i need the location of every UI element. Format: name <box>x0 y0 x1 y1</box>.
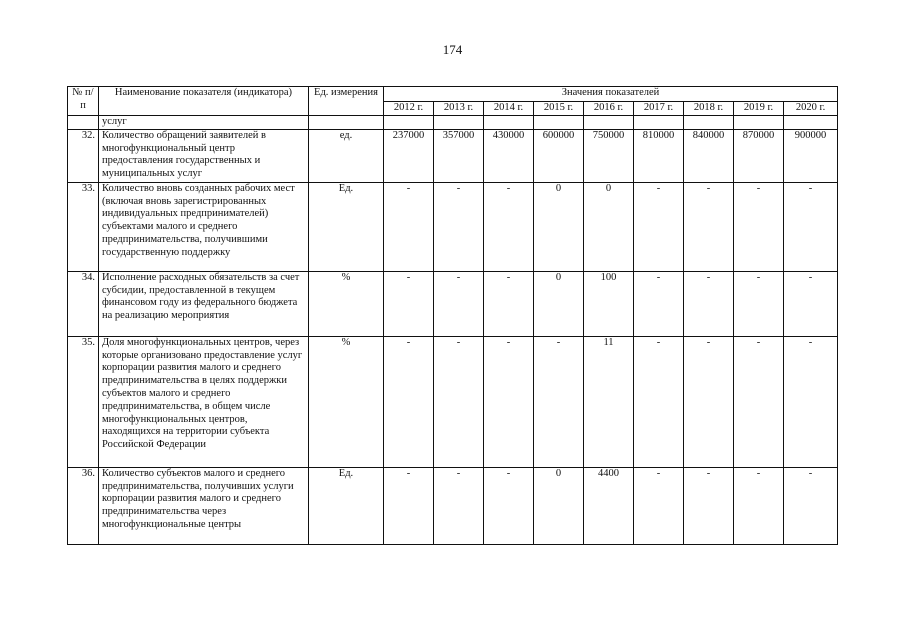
value-cell: 0 <box>534 271 584 336</box>
value-cell: - <box>684 182 734 271</box>
header-year: 2013 г. <box>434 102 484 116</box>
indicator-name: Исполнение расходных обязательств за счет субсидии, предоставленной в текущем финансовом году из федерального бюджета на реализацию мероприятия <box>99 271 309 336</box>
value-cell: - <box>684 271 734 336</box>
header-year: 2019 г. <box>734 102 784 116</box>
header-year: 2016 г. <box>584 102 634 116</box>
value-cell: - <box>434 336 484 467</box>
value-cell: 600000 <box>534 129 584 182</box>
value-cell: - <box>384 271 434 336</box>
indicator-unit: Ед. <box>309 182 384 271</box>
value-cell: 840000 <box>684 129 734 182</box>
header-number: № п/п <box>68 87 99 116</box>
indicators-table <box>67 86 838 545</box>
value-cell: - <box>684 336 734 467</box>
table-row <box>68 271 838 336</box>
value-cell: 0 <box>534 467 584 544</box>
value-cell: - <box>784 467 838 544</box>
value-cell: 4400 <box>584 467 634 544</box>
indicator-unit: % <box>309 271 384 336</box>
indicator-unit: Ед. <box>309 467 384 544</box>
value-cell: 900000 <box>784 129 838 182</box>
row-number: 32. <box>68 129 99 182</box>
value-cell: 0 <box>584 182 634 271</box>
indicator-unit: ед. <box>309 129 384 182</box>
continuation-text: услуг <box>99 116 309 130</box>
value-cell: - <box>784 336 838 467</box>
table-row-continuation <box>68 116 838 130</box>
value-cell: - <box>484 182 534 271</box>
row-number: 34. <box>68 271 99 336</box>
value-cell: - <box>734 336 784 467</box>
header-name: Наименование показателя (индикатора) <box>99 87 309 116</box>
value-cell: - <box>784 182 838 271</box>
header-year: 2020 г. <box>784 102 838 116</box>
page-number: 174 <box>442 42 463 57</box>
value-cell: - <box>734 467 784 544</box>
value-cell: 0 <box>534 182 584 271</box>
value-cell: - <box>434 271 484 336</box>
value-cell: - <box>634 182 684 271</box>
value-cell: - <box>484 271 534 336</box>
value-cell: 237000 <box>384 129 434 182</box>
value-cell: - <box>634 467 684 544</box>
value-cell: - <box>484 467 534 544</box>
header-year: 2017 г. <box>634 102 684 116</box>
value-cell: 357000 <box>434 129 484 182</box>
value-cell: - <box>634 271 684 336</box>
header-year: 2012 г. <box>384 102 434 116</box>
value-cell: - <box>634 336 684 467</box>
value-cell: - <box>684 467 734 544</box>
indicator-unit: % <box>309 336 384 467</box>
value-cell: 100 <box>584 271 634 336</box>
indicator-name: Количество субъектов малого и среднего предпринимательства, получивших услуги корпорации развития малого и среднего предпринимательства через многофункциональные центры <box>99 467 309 544</box>
row-number: 33. <box>68 182 99 271</box>
value-cell: - <box>734 182 784 271</box>
header-unit: Ед. измерения <box>309 87 384 116</box>
value-cell: - <box>384 336 434 467</box>
value-cell: 810000 <box>634 129 684 182</box>
header-values: Значения показателей <box>384 87 838 102</box>
value-cell: - <box>434 467 484 544</box>
indicator-name: Количество обращений заявителей в многофункциональный центр предоставления государственных и муниципальных услуг <box>99 129 309 182</box>
row-number: 35. <box>68 336 99 467</box>
value-cell: - <box>784 271 838 336</box>
table-row <box>68 467 838 544</box>
value-cell: - <box>734 271 784 336</box>
row-number: 36. <box>68 467 99 544</box>
indicator-name: Количество вновь созданных рабочих мест (включая вновь зарегистрированных индивидуальных предпринимателей) субъектами малого и среднего предпринимательства, получившими государственную поддержку <box>99 182 309 271</box>
value-cell: - <box>384 467 434 544</box>
value-cell: - <box>534 336 584 467</box>
value-cell: 430000 <box>484 129 534 182</box>
table-row <box>68 182 838 271</box>
table-row <box>68 129 838 182</box>
value-cell: 870000 <box>734 129 784 182</box>
indicator-name: Доля многофункциональных центров, через которые организовано предоставление услуг корпорации развития малого и среднего предпринимательства в целях поддержки субъектов малого и среднего предпринимательства, в общем числе многофункциональных центров, находящихся на территории субъекта Российской Федерации <box>99 336 309 467</box>
value-cell: 750000 <box>584 129 634 182</box>
header-year: 2018 г. <box>684 102 734 116</box>
value-cell: - <box>484 336 534 467</box>
header-year: 2014 г. <box>484 102 534 116</box>
header-year: 2015 г. <box>534 102 584 116</box>
value-cell: 11 <box>584 336 634 467</box>
value-cell: - <box>384 182 434 271</box>
table-row <box>68 336 838 467</box>
value-cell: - <box>434 182 484 271</box>
